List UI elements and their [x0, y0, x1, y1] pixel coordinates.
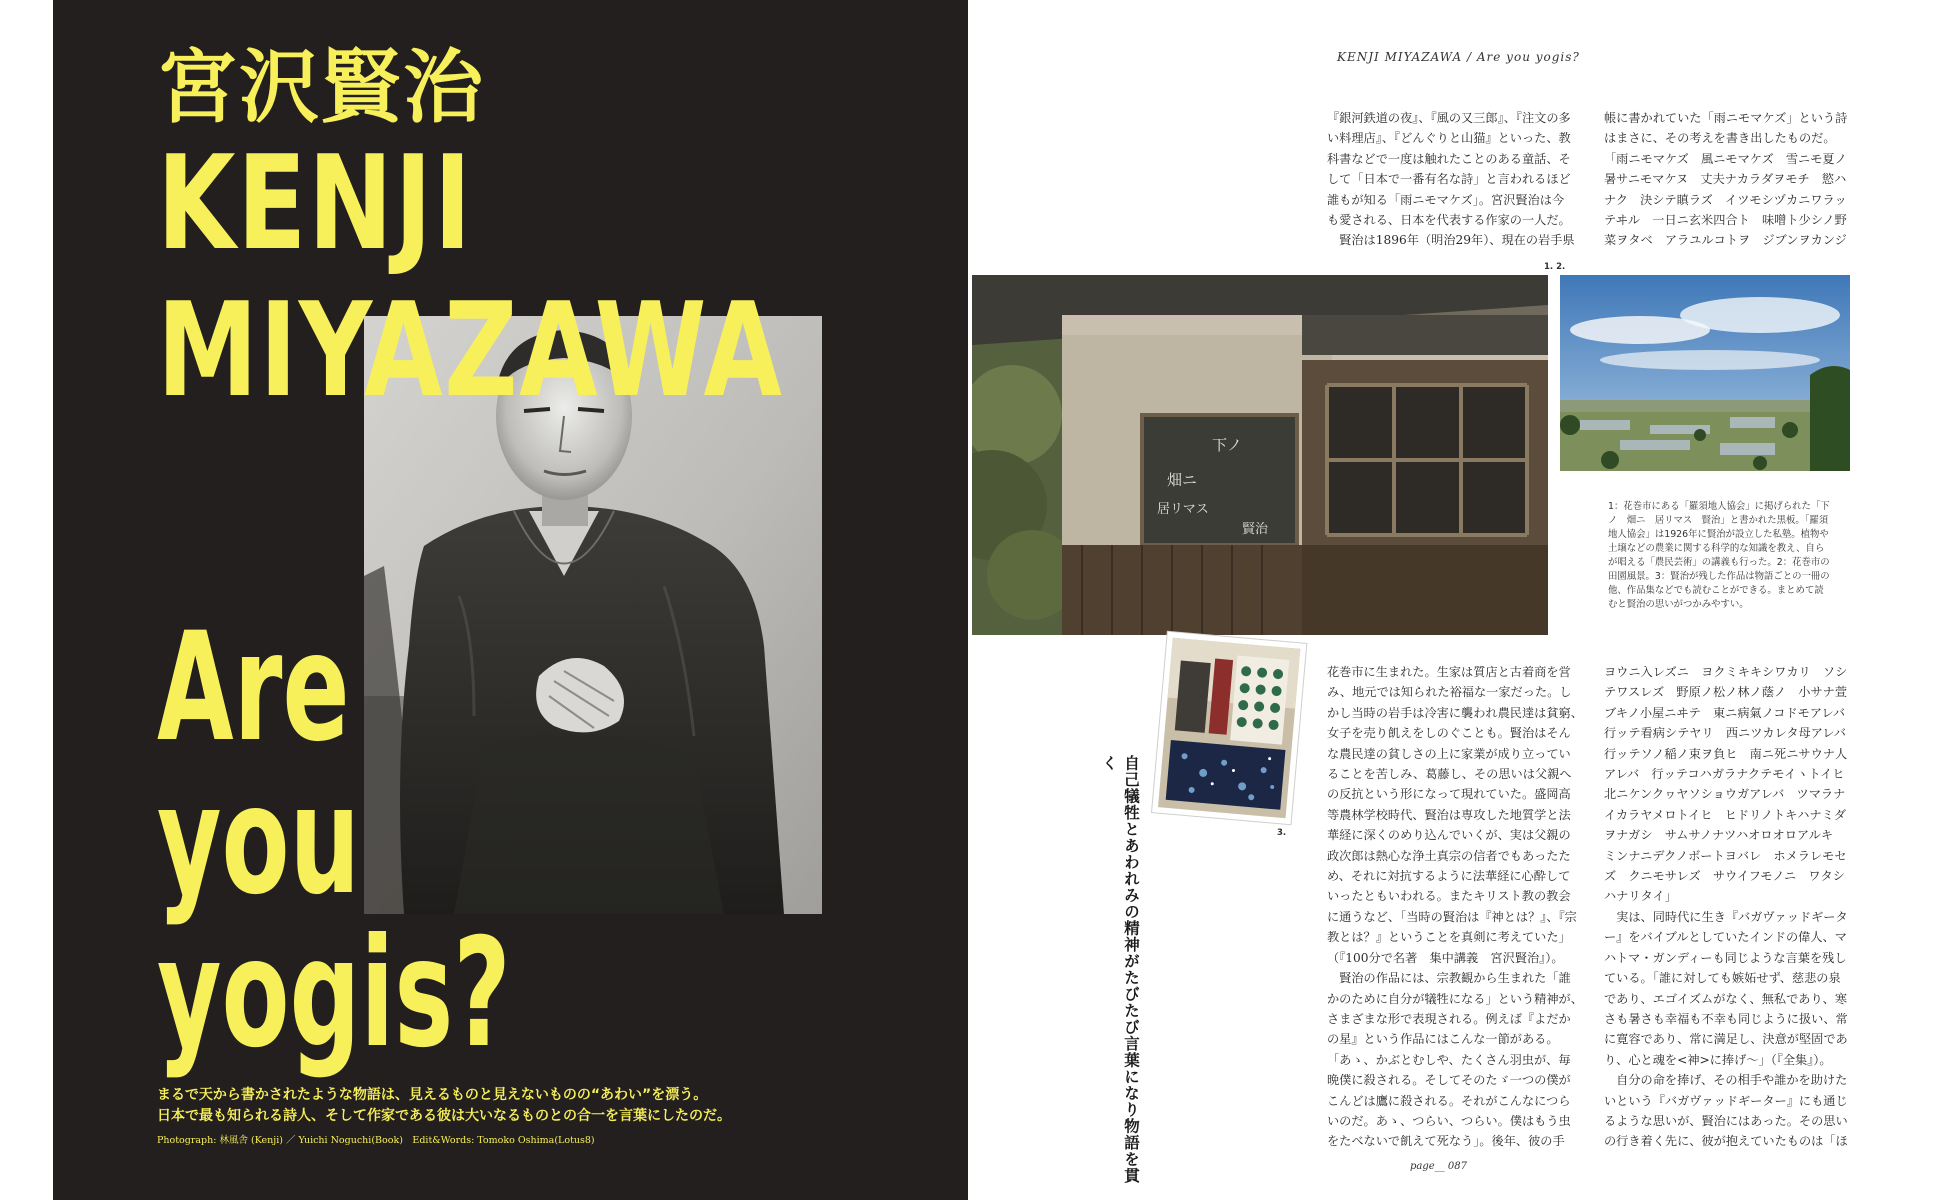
question-line1: Are: [157, 601, 350, 775]
text-line: 誰もが知る「雨ニモマケズ」。宮沢賢治は今: [1327, 192, 1565, 207]
lead-line2: 日本で最も知られる詩人、そして作家である彼は大いなるものとの合一を言葉にしたのだ。: [157, 1108, 731, 1124]
text-line: の星』という作品にはこんな一節がある。: [1327, 1032, 1559, 1047]
photo-label-1-2: 1. 2.: [1544, 262, 1566, 272]
text-line: 賢治は1896年（明治29年）、現在の岩手県: [1327, 233, 1575, 248]
text-line: も愛される、日本を代表する作家の一人だ。: [1327, 213, 1571, 228]
text-line: 賢治の作品には、宗教観から生まれた「誰: [1327, 971, 1571, 986]
text-line: 帳に書かれていた「雨ニモマケズ」という詩: [1604, 111, 1848, 125]
text-line: に通うなど、「当時の賢治は『神とは？』、『宗: [1327, 909, 1577, 924]
photo-label-3: 3.: [1277, 828, 1287, 838]
title-english: [157, 127, 784, 426]
text-line: 華経に深くのめり込んでいくが、実は父親の: [1327, 828, 1571, 843]
running-header: KENJI MIYAZAWA / Are you yogis?: [1337, 50, 1580, 64]
text-line: アレバ 行ッテコハガラナクテモイヽトイヒ: [1604, 767, 1845, 782]
text-line: な農民達の貧しさの上に家業が成り立ってい: [1327, 746, 1571, 761]
text-line: かし当時の岩手は冷害に襲われ農民達は貧窮、: [1327, 705, 1583, 720]
text-line: ナク 決シテ瞋ラズ イツモシヅカニワラッ: [1604, 192, 1847, 207]
text-line: 科書などで一度は触れたことのある童話、そ: [1327, 151, 1571, 166]
text-line: いのだ。あゝ、つらい、つらい。僕はもう虫: [1327, 1113, 1571, 1128]
text-line: ることを苦しみ、葛藤し、その思いは父親へ: [1327, 767, 1572, 782]
text-line: をたべないで飢えて死なう」。後年、彼の手: [1327, 1134, 1565, 1149]
text-line: であり、エゴイズムがなく、無私であり、寒: [1604, 991, 1848, 1006]
blackboard-text-2: 畑ニ: [1167, 471, 1198, 489]
text-line: はまさに、その考えを書き出したものだ。: [1604, 131, 1836, 146]
text-line: の反抗という形になって現れていた。盛岡高: [1327, 787, 1571, 802]
text-line: して「日本で一番有名な詩」と言われるほど: [1327, 172, 1571, 187]
text-line: 行ッテソノ稲ノ束ヲ負ヒ 南ニ死ニサウナ人: [1604, 746, 1848, 761]
question-heading: [157, 601, 511, 1081]
text-line: いという『バガヴァッドギーター』にも通じ: [1604, 1093, 1848, 1108]
text-line: （『100分で名著 集中講義 宮沢賢治』）。: [1327, 950, 1564, 965]
blackboard-text-3: 居リマス: [1157, 502, 1209, 517]
bottom-column-right: [1604, 662, 1876, 1152]
photo-house-blackboard: [972, 275, 1548, 635]
text-line: 暑サニモマケヌ 丈夫ナカラダヲモチ 慾ハ: [1604, 172, 1847, 187]
text-line: 菜ヲタベ アラユルコトヲ ジブンヲカンジ: [1604, 233, 1847, 248]
text-line: 北ニケンクヮヤソショウガアレバ ツマラナ: [1604, 787, 1846, 802]
lead-line1: まるで天から書かされたような物語は、見えるものと見えないものの“あわい”を漂う。: [157, 1087, 708, 1103]
text-line: 等農林学校時代、賢治は専攻した地質学と法: [1327, 807, 1571, 822]
text-line: 実は、同時代に生き『バガヴァッドギータ: [1604, 909, 1848, 924]
question-line2: you: [157, 754, 361, 928]
question-line3: yogis?: [157, 907, 511, 1081]
text-line: 自分の命を捧げ、その相手や誰かを助けた: [1604, 1073, 1848, 1088]
text-line: いったともいわれる。またキリスト教の教会: [1327, 889, 1571, 904]
text-line: 「あゝ、かぶとむしや、たくさん羽虫が、毎: [1327, 1052, 1571, 1067]
text-line: ズ クニモサレズ サウイフモノニ ワタシ: [1604, 869, 1845, 884]
text-line: ヲナガシ サムサノナツハオロオロアルキ: [1604, 828, 1834, 843]
text-line: め、それに対抗するように法華経に心酔して: [1327, 869, 1571, 884]
text-line: ー』をバイブルとしていたインドの偉人、マ: [1604, 930, 1847, 945]
text-line: に寛容であり、常に満足し、決意が堅固であ: [1604, 1032, 1848, 1047]
text-line: い料理店』、『どんぐりと山猫』といった、教: [1327, 131, 1571, 146]
text-line: こんどは鷹に殺される。それがこんなにつら: [1327, 1093, 1571, 1108]
vertical-heading: 自己犠牲とあわれみの精神がたびたび言葉になり物語を貫く: [1100, 755, 1140, 1184]
top-column-left: [1327, 108, 1599, 251]
text-line: 教とは？』ということを真剣に考えていた」: [1327, 930, 1571, 945]
photo-credit: Photograph: 林風舎 (Kenji) ／ Yuichi Noguchi(Book) Edit&Words: Tomoko Oshima(Lotus8): [157, 1135, 595, 1146]
title-japanese: 宮沢賢治: [157, 41, 485, 134]
title-english-line2: MIYAZAWA: [157, 273, 784, 426]
text-line: さも暑さも幸福も不幸も同じように扱い、常: [1604, 1011, 1848, 1026]
text-line: 女子を売り飢えをしのぐことも。賢治はそん: [1327, 726, 1571, 741]
text-line: ハナリタイ」: [1604, 889, 1677, 904]
text-line: テヰル 一日ニ玄米四合ト 味噌ト少シノ野: [1604, 213, 1847, 228]
lead-text: [157, 1085, 731, 1127]
text-line: 行ッテ看病シテヤリ 西ニツカレタ母アレバ: [1604, 726, 1846, 741]
photo-books: [1157, 635, 1302, 825]
text-line: 晩僕に殺される。そしてそのたゞ一つの僕が: [1327, 1073, 1571, 1088]
bottom-column-left: [1327, 662, 1599, 1152]
blackboard-text-1: 下ノ: [1212, 436, 1243, 454]
text-line: ている。「誰に対しても嫉妬せず、慈悲の泉: [1604, 971, 1841, 986]
text-line: イカラヤメロトイヒ ヒドリノトキハナミダ: [1604, 807, 1847, 822]
text-line: ブキノ小屋ニヰテ 東ニ病氣ノコドモアレバ: [1604, 705, 1846, 720]
left-page-spread: [53, 0, 968, 1200]
text-line: ハトマ・ガンディーも同じような言葉を残し: [1604, 950, 1847, 965]
title-english-line1: KENJI: [157, 127, 473, 279]
text-line: 『銀河鉄道の夜』、『風の又三郎』、『注文の多: [1327, 111, 1571, 125]
text-line: 政次郎は熱心な浄土真宗の信者でもあったた: [1327, 848, 1571, 863]
right-page-spread: [972, 0, 1887, 1200]
text-line: み、地元では知られた裕福な一家だった。し: [1327, 685, 1572, 700]
text-line: 花巻市に生まれた。生家は質店と古着商を営: [1327, 665, 1571, 679]
text-line: かのために自分が犠牲になる」という精神が、: [1327, 991, 1583, 1006]
blackboard-text-4: 賢治: [1242, 522, 1269, 537]
text-line: ヨウニ入レズニ ヨクミキキシワカリ ソシ: [1604, 665, 1848, 679]
photo-landscape: [1560, 275, 1850, 471]
text-line: さまざまな形で表現される。例えば『よだか: [1327, 1011, 1571, 1026]
photo-caption: 1：花巻市にある「羅須地人協会」に掲げられた「下ノ 畑ニ 居リマス 賢治」と書かれた黒板。「羅須地人協会」は1926年に賢治が設立した私塾。植物や土壌などの農業に関する科学的な知識を教え、自らが唱える「農民芸術」の講義も行った。2：花巻市の田園風景。3：賢治が残した作品は物語ごとの一冊の他、作品集などでも読むことができる。まとめて読むと賢治の思いがつかみやすい。: [1608, 501, 1830, 610]
text-line: テワスレズ 野原ノ松ノ林ノ蔭ノ 小サナ萱: [1604, 685, 1848, 700]
text-line: 「雨ニモマケズ 風ニモマケズ 雪ニモ夏ノ: [1604, 151, 1847, 166]
page-number: page__ 087: [1410, 1161, 1467, 1172]
text-line: り、心と魂を<神>に捧げ～」（『全集』）。: [1604, 1052, 1832, 1067]
text-line: ミンナニデクノボートヨバレ ホメラレモセ: [1604, 848, 1847, 863]
text-line: るような思いが、賢治にはあった。その思い: [1604, 1113, 1848, 1128]
top-column-right: [1604, 108, 1876, 251]
text-line: の行き着く先に、彼が抱えていたものは「ほ: [1604, 1134, 1848, 1149]
